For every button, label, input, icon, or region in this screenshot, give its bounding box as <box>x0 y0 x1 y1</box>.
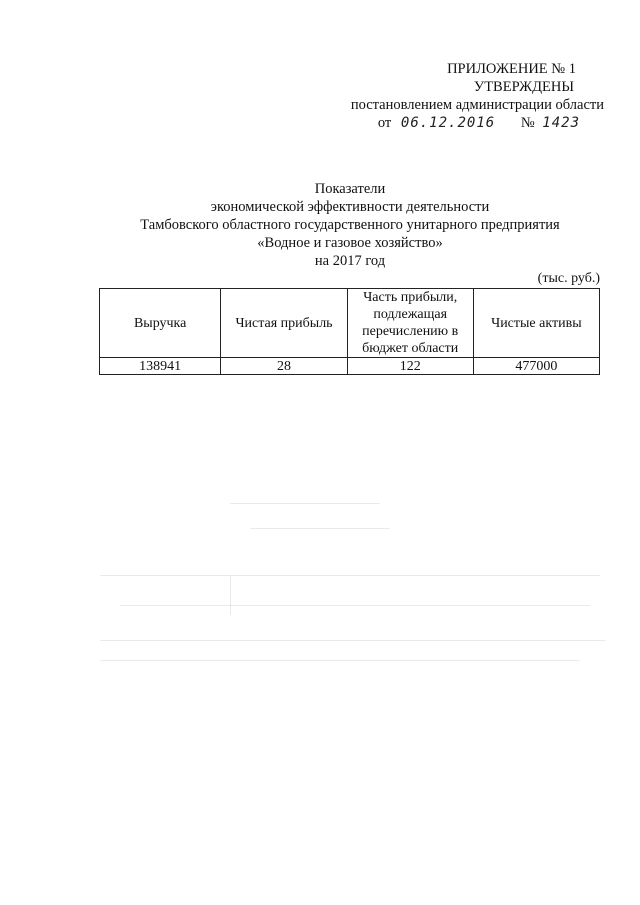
document-title <box>95 180 605 270</box>
appendix-label: ПРИЛОЖЕНИЕ № 1 <box>447 61 576 77</box>
bleed-through-mark <box>100 575 600 576</box>
indicators-table <box>99 288 600 375</box>
title-line-5: на 2017 год <box>314 253 386 269</box>
header-revenue: Выручка <box>100 289 221 358</box>
title-line-2: экономической эффективности деятельности <box>210 199 490 215</box>
title-line-3: Тамбовского областного государственного унитарного предприятия <box>140 217 560 233</box>
cell-revenue: 138941 <box>100 358 221 375</box>
bleed-through-mark <box>230 503 380 504</box>
cell-profit-share: 122 <box>347 358 473 375</box>
table-row <box>100 358 600 375</box>
title-line-4: «Водное и газовое хозяйство» <box>257 235 443 251</box>
bleed-through-mark <box>230 575 231 615</box>
cell-net-assets: 477000 <box>473 358 599 375</box>
header-profit-share: Часть прибыли, подлежащая перечислению в бюджет области <box>347 289 473 358</box>
resolution-date-number <box>324 114 604 132</box>
table-header-row <box>100 289 600 358</box>
approval-block <box>324 60 604 132</box>
cell-net-profit: 28 <box>221 358 347 375</box>
handwritten-number: 1423 <box>542 115 580 131</box>
bleed-through-mark <box>100 660 580 661</box>
date-prefix: от <box>377 115 392 131</box>
approved-label: УТВЕРЖДЕНЫ <box>473 79 574 95</box>
bleed-through-mark <box>120 605 590 606</box>
bleed-through-mark <box>100 640 605 641</box>
header-net-profit: Чистая прибыль <box>221 289 347 358</box>
number-prefix: № <box>520 115 535 131</box>
header-net-assets: Чистые активы <box>473 289 599 358</box>
title-line-1: Показатели <box>314 181 386 197</box>
handwritten-date: 06.12.2016 <box>400 115 496 131</box>
bleed-through-mark <box>250 528 390 529</box>
unit-label: (тыс. руб.) <box>537 271 600 286</box>
resolution-label: постановлением администрации области <box>350 97 604 113</box>
